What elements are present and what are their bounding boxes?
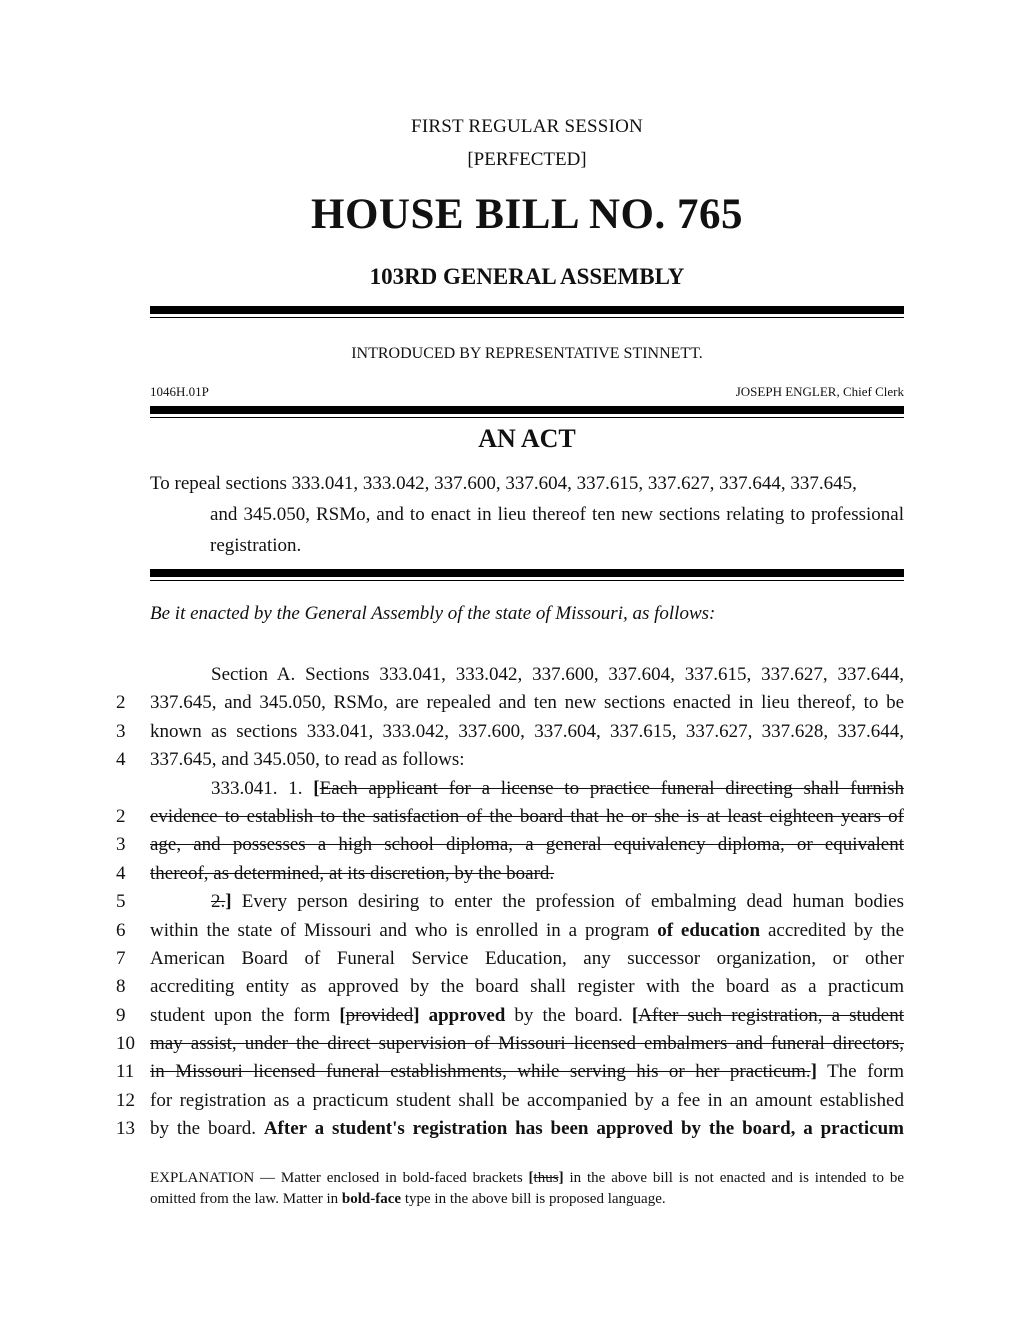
line-text [150, 917, 904, 945]
line-number: 6 [116, 919, 126, 941]
line-number: 3 [116, 720, 126, 742]
bracket: [ [631, 1004, 639, 1026]
line-text: for registration as a practicum student shall be accompanied by a fee in an amount established [150, 1089, 904, 1111]
bill-body [116, 661, 904, 1144]
s333-line-3 [116, 831, 904, 859]
boldface-example: bold-face [341, 1191, 402, 1207]
chief-clerk: JOSEPH ENGLER, Chief Clerk [735, 384, 904, 399]
plain-text: by the board. [150, 1118, 264, 1140]
explanation-note [150, 1168, 904, 1210]
line-number: 3 [116, 834, 126, 856]
line-text: 337.645, and 345.050, RSMo, are repealed and ten new sections enacted in lieu thereof, to be [150, 692, 904, 714]
bracket: ] [413, 1004, 420, 1026]
s333-line-8 [116, 973, 904, 1001]
added-text: approved [419, 1004, 506, 1026]
added-text: of education [657, 919, 761, 941]
line-text: accrediting entity as approved by the board shall register with the board as a practicum [150, 976, 904, 998]
s333-line-6 [116, 917, 904, 945]
line-number: 4 [116, 862, 126, 884]
bracket: [ [339, 1004, 346, 1026]
line-number: 9 [116, 1004, 126, 1026]
line-number: 11 [116, 1061, 135, 1083]
line-number: 8 [116, 976, 126, 998]
act-title-first-line: To repeal sections 333.041, 333.042, 337.600, 337.604, 337.615, 337.627, 337.644, 337.645, [150, 473, 857, 494]
s333-line-4 [116, 860, 904, 888]
added-text: After a student's registration has been approved by the board, a practicum [263, 1118, 904, 1140]
act-title [150, 468, 904, 561]
bracket: ] [225, 891, 232, 913]
status-label: [PERFECTED] [467, 149, 587, 170]
plain-text: within the state of Missouri and who is enrolled in a program [150, 919, 658, 941]
bill-title: HOUSE BILL NO. 765 [311, 191, 743, 238]
line-number: 2 [116, 692, 126, 714]
introduced-by: INTRODUCED BY REPRESENTATIVE STINNETT. [351, 345, 703, 362]
s333-line-5 [116, 888, 904, 916]
title-rule-thin [150, 580, 904, 581]
s333-line-2 [116, 803, 904, 831]
deleted-text: in Missouri licensed funeral establishments, while serving his or her practicum. [150, 1061, 811, 1083]
section-a-line-3 [116, 718, 904, 746]
deleted-text: Each applicant for a license to practice funeral directing shall furnish [319, 777, 905, 799]
plain-text: Every person desiring to enter the profession of embalming dead human bodies [231, 891, 904, 913]
s333-line-9 [116, 1002, 904, 1030]
line-number: 7 [116, 947, 126, 969]
plain-text: by the board. [505, 1004, 632, 1026]
s333-line-7 [116, 945, 904, 973]
line-text: 337.645, and 345.050, to read as follows: [150, 749, 465, 771]
plain-text: The form [816, 1061, 904, 1083]
plain-text: accredited by the [760, 919, 905, 941]
line-text [150, 1030, 904, 1058]
act-title-continuation: and 345.050, RSMo, and to enact in lieu thereof ten new sections relating to professional registration. [210, 504, 904, 556]
section-a-line-4 [116, 746, 904, 774]
line-number: 13 [116, 1118, 135, 1140]
line-text: known as sections 333.041, 333.042, 337.600, 337.604, 337.615, 337.627, 337.628, 337.644, [150, 720, 904, 742]
deleted-text: may assist, under the direct supervision of Missouri licensed embalmers and funeral directors, [150, 1033, 904, 1055]
deleted-text: thereof, as determined, at its discretion, by the board. [150, 862, 555, 884]
deleted-text: After such registration, a student [638, 1004, 904, 1026]
line-text [150, 888, 904, 916]
bracket: ] [810, 1061, 817, 1083]
line-text [150, 831, 904, 859]
explanation-text: type in the above bill is proposed language. [401, 1191, 666, 1207]
s333-line-1 [116, 775, 904, 803]
line-number: 10 [116, 1033, 135, 1055]
line-text: Section A. Sections 333.041, 333.042, 337.600, 337.604, 337.615, 337.627, 337.644, [211, 664, 904, 685]
act-rule-thick [150, 406, 904, 414]
s333-line-10 [116, 1030, 904, 1058]
header-rule-thin [150, 317, 904, 318]
section-a-line-1 [116, 661, 904, 689]
plain-text: student upon the form [150, 1004, 340, 1026]
s333-line-13 [116, 1115, 904, 1143]
assembly-label: 103RD GENERAL ASSEMBLY [369, 264, 685, 289]
line-text [150, 1058, 904, 1086]
line-text [150, 1115, 904, 1143]
act-rule-thin [150, 417, 904, 418]
header-rule-thick [150, 306, 904, 314]
enacting-clause: Be it enacted by the General Assembly of the state of Missouri, as follows: [150, 603, 716, 624]
s333-line-11 [116, 1058, 904, 1086]
bracket: [ [313, 777, 320, 799]
section-number: 333.041. 1. [211, 777, 314, 799]
line-number: 4 [116, 749, 126, 771]
explanation-text: in the above bill is not enacted and is intended to be omitted from the law. Matter in [150, 1170, 905, 1207]
line-text [150, 860, 904, 888]
deleted-text: age, and possesses a high school diploma, a general equivalency diploma, or equivalent [150, 834, 904, 856]
line-number: 5 [116, 891, 126, 913]
deleted-text: provided [345, 1004, 414, 1026]
line-text [150, 1002, 904, 1030]
bracket: ] [558, 1170, 564, 1186]
bill-code: 1046H.01P [150, 384, 209, 399]
section-a-line-2 [116, 689, 904, 717]
session-label: FIRST REGULAR SESSION [411, 116, 643, 137]
bracket: [ [528, 1170, 534, 1186]
line-number: 12 [116, 1089, 135, 1111]
s333-line-12 [116, 1087, 904, 1115]
deleted-text: 2. [211, 891, 226, 913]
line-text [150, 775, 904, 803]
deleted-example: thus [533, 1170, 559, 1186]
explanation-text: EXPLANATION — Matter enclosed in bold-faced brackets [150, 1170, 529, 1186]
title-rule-thick [150, 569, 904, 577]
line-text [150, 803, 904, 831]
line-text: American Board of Funeral Service Education, any successor organization, or other [150, 947, 904, 969]
line-number: 2 [116, 805, 126, 827]
deleted-text: evidence to establish to the satisfaction of the board that he or she is at least eighteen years of [150, 805, 904, 827]
act-heading: AN ACT [478, 424, 576, 453]
